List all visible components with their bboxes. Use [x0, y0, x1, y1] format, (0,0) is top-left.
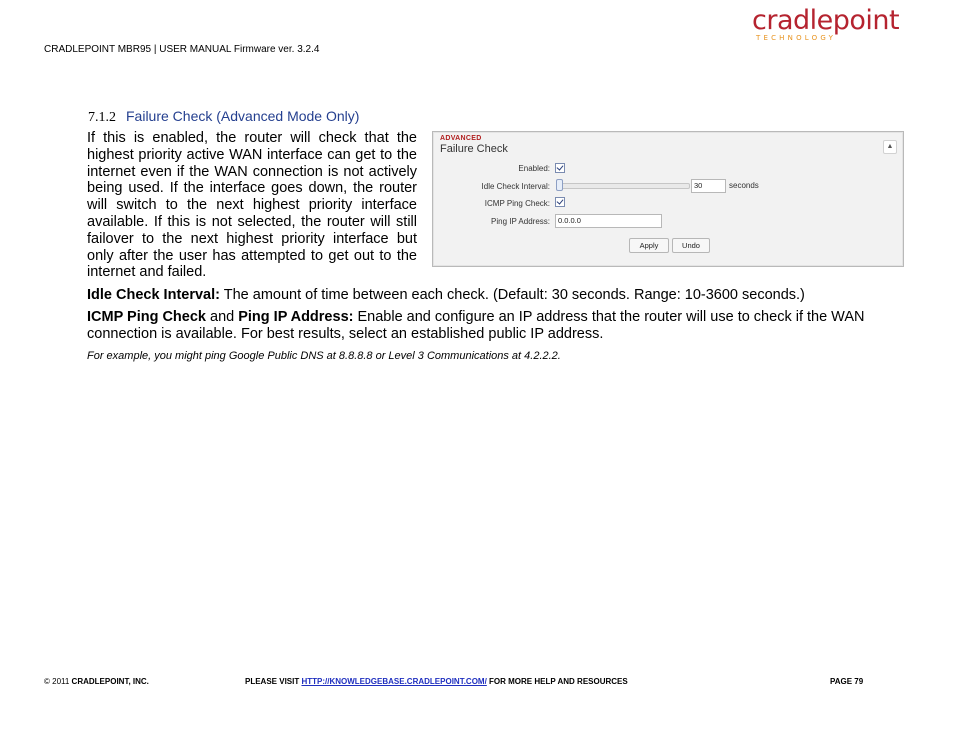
- visit-suffix: FOR MORE HELP AND RESOURCES: [486, 677, 628, 686]
- document-header: CRADLEPOINT MBR95 | USER MANUAL Firmware ver. 3.2.4: [44, 44, 320, 55]
- collapse-panel-button[interactable]: ▲: [883, 140, 897, 154]
- logo-tagline: TECHNOLOGY: [756, 34, 837, 42]
- icmp-ping-paragraph: [87, 309, 877, 343]
- idle-check-interval-label: Idle Check Interval:: [481, 182, 550, 191]
- interval-unit-label: seconds: [729, 181, 759, 190]
- failure-check-panel: [432, 131, 904, 267]
- ping-ip-address-input[interactable]: [555, 214, 662, 228]
- icmp-ping-description: Enable and configure an IP address that the router will use to check if the WAN connection is available. For best results, select an established public IP address.: [87, 309, 865, 342]
- copyright-year: © 2011: [44, 677, 72, 686]
- idle-check-interval-description: The amount of time between each check. (Default: 30 seconds. Range: 10-3600 seconds.): [219, 287, 805, 303]
- undo-button[interactable]: Undo: [672, 238, 710, 253]
- example-note: For example, you might ping Google Public DNS at 8.8.8.8 or Level 3 Communications at 4.2.2.2.: [87, 350, 561, 362]
- cradlepoint-logo: [752, 6, 902, 44]
- footer-copyright: [44, 677, 149, 686]
- idle-check-interval-paragraph: [87, 287, 877, 304]
- footer-visit: [245, 677, 628, 686]
- page-number: PAGE 79: [830, 677, 864, 686]
- icmp-ping-check-term: ICMP Ping Check: [87, 309, 206, 325]
- intro-paragraph: If this is enabled, the router will check that the highest priority active WAN interface can get to the internet even if the WAN connection is not actively being used. If the interface goes down, the router will switch to the next highest priority interface available. If this is not selected, the router will still failover to the next highest priority interface but only after the user has attempted to get out to the internet and failed.: [87, 130, 417, 281]
- idle-check-interval-input[interactable]: [691, 179, 726, 193]
- ping-ip-address-label: Ping IP Address:: [491, 217, 550, 226]
- logo-wordmark: cradlepoint: [752, 5, 900, 36]
- icmp-ping-check-label: ICMP Ping Check:: [484, 199, 550, 208]
- section-number: 7.1.2: [88, 110, 116, 125]
- section-title: Failure Check (Advanced Mode Only): [126, 108, 360, 124]
- icmp-ping-check-checkbox[interactable]: [555, 197, 565, 207]
- idle-check-interval-term: Idle Check Interval:: [87, 287, 220, 303]
- apply-button[interactable]: Apply: [629, 238, 669, 253]
- company-name: CRADLEPOINT, INC.: [71, 677, 149, 686]
- visit-prefix: PLEASE VISIT: [245, 677, 302, 686]
- section-heading: [88, 108, 359, 126]
- conjunction-text: and: [205, 309, 239, 325]
- panel-kicker: ADVANCED: [440, 135, 482, 142]
- slider-handle[interactable]: [556, 179, 563, 191]
- enabled-label: Enabled:: [518, 164, 550, 173]
- enabled-checkbox[interactable]: [555, 163, 565, 173]
- idle-check-interval-slider[interactable]: [558, 183, 690, 189]
- ping-ip-address-term: Ping IP Address:: [238, 309, 354, 325]
- knowledgebase-link[interactable]: HTTP://KNOWLEDGEBASE.CRADLEPOINT.COM/: [301, 677, 487, 686]
- panel-title: Failure Check: [440, 143, 508, 155]
